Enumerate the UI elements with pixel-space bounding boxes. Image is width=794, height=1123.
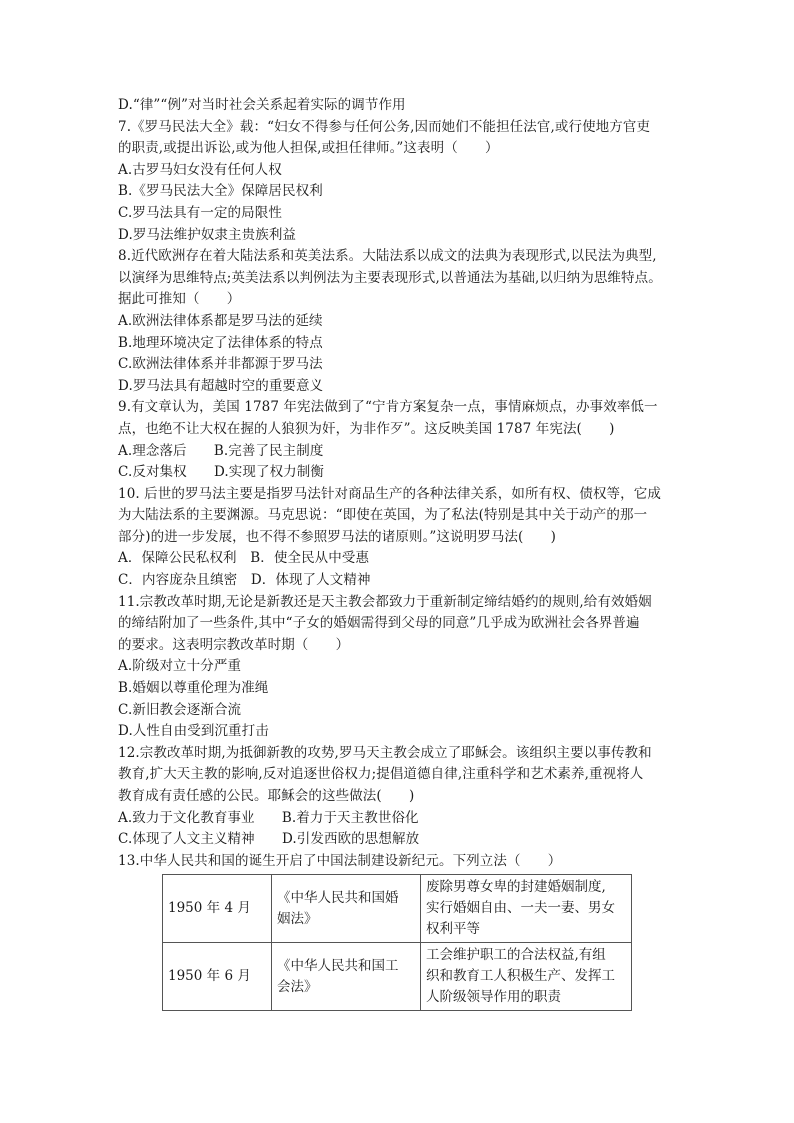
text-line: 8.近代欧洲存在着大陆法系和英美法系。大陆法系以成文的法典为表现形式,以民法为典型, xyxy=(118,248,657,265)
text-line: 9.有文章认为，美国 1787 年宪法做到了“宁肯方案复杂一点，事情麻烦点，办事效率低一 xyxy=(118,399,658,416)
text-line: 据此可推知（ ） xyxy=(118,291,241,308)
option-line: A.理念落后 B.完善了民主制度 xyxy=(118,442,324,459)
text-line: 的要求。这表明宗教改革时期（ ） xyxy=(118,636,350,653)
option-line: B.婚姻以尊重伦理为准绳 xyxy=(118,680,269,697)
cell-line: 废除男尊女卑的封建婚姻制度, xyxy=(426,879,606,896)
option-line: C.欧洲法律体系并非都源于罗马法 xyxy=(118,356,323,373)
text-line: 的职责,或提出诉讼,或为他人担保,或担任律师。”这表明（ ） xyxy=(118,140,499,157)
cell-line: 《中华人民共和国婚 xyxy=(277,889,399,906)
text-line: 以演绎为思维特点;英美法系以判例法为主要表现形式,以普通法为基础,以归纳为思维特点。 xyxy=(118,269,662,286)
legislation-table xyxy=(162,874,632,1011)
option-line: A.古罗马妇女没有任何人权 xyxy=(118,161,282,178)
option-line: A.致力于文化教育事业 B.着力于天主教世俗化 xyxy=(118,809,419,826)
text-line: 为大陆法系的主要渊源。马克思说：“即使在英国，为了私法(特别是其中关于动产的那一 xyxy=(118,507,648,524)
cell-line: 权利平等 xyxy=(426,921,480,938)
option-line: D.人性自由受到沉重打击 xyxy=(118,723,269,740)
table-cell-content xyxy=(421,943,632,1011)
table-cell-content xyxy=(421,875,632,943)
option-line: A.欧洲法律体系都是罗马法的延续 xyxy=(118,312,323,329)
table-row xyxy=(163,875,632,943)
option-line: C.新旧教会逐渐合流 xyxy=(118,701,242,718)
text-line: 13.中华人民共和国的诞生开启了中国法制建设新纪元。下列立法（ ） xyxy=(118,852,562,869)
table-row xyxy=(163,943,632,1011)
cell-line: 会法》 xyxy=(277,978,318,995)
option-line: C.反对集权 D.实现了权力制衡 xyxy=(118,464,324,481)
cell-line: 人阶级领导作用的职责 xyxy=(426,989,561,1006)
cell-line: 《中华人民共和国工 xyxy=(277,957,399,974)
table-cell-law xyxy=(272,875,421,943)
option-line: C．内容庞杂且缜密 D．体现了人文精神 xyxy=(118,572,371,589)
option-line: D.罗马法具有超越时空的重要意义 xyxy=(118,377,324,394)
text-line: D.“律”“例”对当时社会关系起着实际的调节作用 xyxy=(118,97,406,113)
text-line: 12.宗教改革时期,为抵御新教的攻势,罗马天主教会成立了耶稣会。该组织主要以事传教和 xyxy=(118,744,652,761)
table-cell-law xyxy=(272,943,421,1011)
text-line: 点，也绝不让大权在握的人狼狈为奸，为非作歹”。这反映美国 1787 年宪法( ) xyxy=(118,420,615,437)
cell-line: 姻法》 xyxy=(277,910,318,927)
cell-line: 织和教育工人积极生产、发挥工 xyxy=(426,968,615,985)
table-cell-date: 1950 年 6 月 xyxy=(163,943,272,1011)
question-text xyxy=(118,95,678,872)
option-line: D.罗马法维护奴隶主贵族利益 xyxy=(118,226,297,243)
text-line: 教育成有责任感的公民。耶稣会的这些做法( ) xyxy=(118,788,415,804)
option-line: B.地理环境决定了法律体系的特点 xyxy=(118,334,323,351)
table-cell-date: 1950 年 4 月 xyxy=(163,875,272,943)
text-line: 11.宗教改革时期,无论是新教还是天主教会都致力于重新制定缔结婚约的规则,给有效婚姻 xyxy=(118,593,652,610)
cell-line: 实行婚姻自由、一夫一妻、男女 xyxy=(426,900,615,917)
text-line: 10. 后世的罗马法主要是指罗马法针对商品生产的各种法律关系，如所有权、债权等，它成 xyxy=(118,485,661,502)
text-line: 7.《罗马民法大全》载：“妇女不得参与任何公务,因而她们不能担任法官,或行使地方官吏 xyxy=(118,118,651,135)
text-line: 部分)的进一步发展，也不得不参照罗马法的诸原则。”这说明罗马法( ) xyxy=(118,528,556,545)
option-line: B.《罗马民法大全》保障居民权利 xyxy=(118,183,323,200)
option-line: C.罗马法具有一定的局限性 xyxy=(118,204,282,221)
option-line: C.体现了人文主义精神 D.引发西欧的思想解放 xyxy=(118,831,420,848)
text-line: 教育,扩大天主教的影响,反对追逐世俗权力;提倡道德自律,注重科学和艺术素养,重视将人 xyxy=(118,766,644,783)
option-line: A.阶级对立十分严重 xyxy=(118,658,242,675)
cell-line: 工会维护职工的合法权益,有组 xyxy=(426,947,606,964)
exam-page xyxy=(118,95,678,1011)
option-line: A．保障公民私权利 B．使全民从中受惠 xyxy=(118,550,370,567)
text-line: 的缔结附加了一些条件,其中“子女的婚姻需得到父母的同意”几乎成为欧洲社会各界普遍 xyxy=(118,615,640,632)
